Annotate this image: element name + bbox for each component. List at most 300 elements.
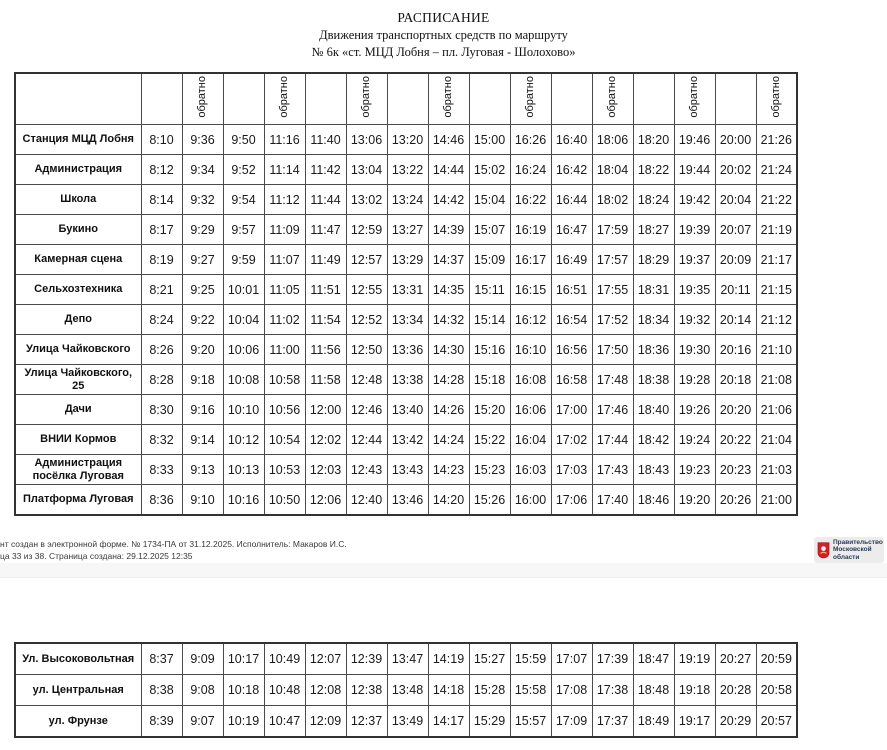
time-cell: 12:50 — [346, 335, 387, 365]
time-cell: 20:09 — [715, 245, 756, 275]
time-cell: 20:11 — [715, 275, 756, 305]
time-cell: 15:27 — [469, 643, 510, 675]
time-cell: 16:40 — [551, 125, 592, 155]
time-cell: 15:22 — [469, 425, 510, 455]
time-cell: 11:49 — [305, 245, 346, 275]
time-cell: 18:38 — [633, 365, 674, 395]
station-cell: Платформа Луговая — [15, 485, 141, 516]
time-cell: 13:40 — [387, 395, 428, 425]
time-cell: 13:46 — [387, 485, 428, 516]
time-cell: 8:32 — [141, 425, 182, 455]
time-cell: 17:43 — [592, 455, 633, 485]
time-cell: 17:37 — [592, 706, 633, 738]
time-cell: 20:59 — [756, 643, 797, 675]
time-cell: 9:18 — [182, 365, 223, 395]
time-cell: 18:29 — [633, 245, 674, 275]
time-cell: 11:47 — [305, 215, 346, 245]
time-cell: 8:10 — [141, 125, 182, 155]
time-cell: 10:48 — [264, 675, 305, 706]
time-cell: 17:40 — [592, 485, 633, 516]
time-cell: 8:24 — [141, 305, 182, 335]
time-cell: 8:33 — [141, 455, 182, 485]
station-cell: Улица Чайковского, 25 — [15, 365, 141, 395]
table-row — [15, 395, 797, 425]
time-cell: 12:39 — [346, 643, 387, 675]
time-cell: 9:59 — [223, 245, 264, 275]
time-cell: 20:02 — [715, 155, 756, 185]
time-cell: 13:38 — [387, 365, 428, 395]
time-cell: 17:07 — [551, 643, 592, 675]
time-cell: 10:01 — [223, 275, 264, 305]
table-row — [15, 155, 797, 185]
table-row — [15, 706, 797, 738]
time-cell: 19:39 — [674, 215, 715, 245]
time-cell: 11:12 — [264, 185, 305, 215]
time-cell: 9:25 — [182, 275, 223, 305]
time-cell: 10:08 — [223, 365, 264, 395]
time-cell: 18:02 — [592, 185, 633, 215]
time-cell: 17:00 — [551, 395, 592, 425]
time-cell: 11:42 — [305, 155, 346, 185]
time-cell: 20:04 — [715, 185, 756, 215]
direction-label: обратно — [360, 75, 372, 118]
time-cell: 15:14 — [469, 305, 510, 335]
time-cell: 12:07 — [305, 643, 346, 675]
time-cell: 8:12 — [141, 155, 182, 185]
time-cell: 18:34 — [633, 305, 674, 335]
station-cell: Сельхозтехника — [15, 275, 141, 305]
time-cell: 9:50 — [223, 125, 264, 155]
empty-header-cell — [633, 73, 674, 125]
time-cell: 13:34 — [387, 305, 428, 335]
time-cell: 19:20 — [674, 485, 715, 516]
time-cell: 16:58 — [551, 365, 592, 395]
moscow-region-government-logo — [814, 537, 884, 563]
time-cell: 18:49 — [633, 706, 674, 738]
time-cell: 12:08 — [305, 675, 346, 706]
time-cell: 14:18 — [428, 675, 469, 706]
time-cell: 17:06 — [551, 485, 592, 516]
time-cell: 16:22 — [510, 185, 551, 215]
time-cell: 16:49 — [551, 245, 592, 275]
time-cell: 16:42 — [551, 155, 592, 185]
time-cell: 10:04 — [223, 305, 264, 335]
time-cell: 11:14 — [264, 155, 305, 185]
time-cell: 18:22 — [633, 155, 674, 185]
time-cell: 19:19 — [674, 643, 715, 675]
schedule-subtitle: Движения транспортных средств по маршруту — [319, 28, 568, 42]
table-row — [15, 455, 797, 485]
table-row — [15, 275, 797, 305]
time-cell: 16:47 — [551, 215, 592, 245]
station-cell: Станция МЦД Лобня — [15, 125, 141, 155]
time-cell: 16:26 — [510, 125, 551, 155]
time-cell: 17:59 — [592, 215, 633, 245]
time-cell: 16:15 — [510, 275, 551, 305]
time-cell: 9:52 — [223, 155, 264, 185]
time-cell: 13:06 — [346, 125, 387, 155]
time-cell: 8:26 — [141, 335, 182, 365]
station-cell: Улица Чайковского — [15, 335, 141, 365]
station-cell: ул. Фрунзе — [15, 706, 141, 738]
direction-header-cell — [510, 73, 551, 125]
time-cell: 15:00 — [469, 125, 510, 155]
time-cell: 16:10 — [510, 335, 551, 365]
time-cell: 20:28 — [715, 675, 756, 706]
time-cell: 12:03 — [305, 455, 346, 485]
table-row — [15, 245, 797, 275]
station-cell: Букино — [15, 215, 141, 245]
time-cell: 11:05 — [264, 275, 305, 305]
time-cell: 17:57 — [592, 245, 633, 275]
time-cell: 9:14 — [182, 425, 223, 455]
time-cell: 10:50 — [264, 485, 305, 516]
time-cell: 14:23 — [428, 455, 469, 485]
table-row — [15, 185, 797, 215]
time-cell: 13:31 — [387, 275, 428, 305]
direction-header-cell — [674, 73, 715, 125]
empty-header-cell — [551, 73, 592, 125]
time-cell: 16:03 — [510, 455, 551, 485]
time-cell: 14:32 — [428, 305, 469, 335]
time-cell: 19:24 — [674, 425, 715, 455]
document-title-block — [0, 10, 887, 60]
coat-of-arms-icon — [817, 542, 830, 559]
time-cell: 20:57 — [756, 706, 797, 738]
time-cell: 14:20 — [428, 485, 469, 516]
time-cell: 16:54 — [551, 305, 592, 335]
time-cell: 18:42 — [633, 425, 674, 455]
time-cell: 12:44 — [346, 425, 387, 455]
time-cell: 10:16 — [223, 485, 264, 516]
time-cell: 9:09 — [182, 643, 223, 675]
direction-header-cell — [346, 73, 387, 125]
time-cell: 13:20 — [387, 125, 428, 155]
time-cell: 18:24 — [633, 185, 674, 215]
station-cell: Дачи — [15, 395, 141, 425]
time-cell: 9:57 — [223, 215, 264, 245]
time-cell: 20:23 — [715, 455, 756, 485]
time-cell: 17:03 — [551, 455, 592, 485]
table-row — [15, 125, 797, 155]
time-cell: 11:16 — [264, 125, 305, 155]
time-cell: 19:23 — [674, 455, 715, 485]
time-cell: 14:35 — [428, 275, 469, 305]
time-cell: 16:06 — [510, 395, 551, 425]
time-cell: 11:00 — [264, 335, 305, 365]
time-cell: 8:21 — [141, 275, 182, 305]
time-cell: 17:48 — [592, 365, 633, 395]
time-cell: 18:43 — [633, 455, 674, 485]
empty-header-cell — [305, 73, 346, 125]
time-cell: 18:20 — [633, 125, 674, 155]
time-cell: 21:03 — [756, 455, 797, 485]
time-cell: 12:52 — [346, 305, 387, 335]
time-cell: 10:18 — [223, 675, 264, 706]
time-cell: 16:17 — [510, 245, 551, 275]
time-cell: 9:32 — [182, 185, 223, 215]
time-cell: 10:17 — [223, 643, 264, 675]
time-cell: 13:48 — [387, 675, 428, 706]
time-cell: 19:42 — [674, 185, 715, 215]
time-cell: 8:28 — [141, 365, 182, 395]
time-cell: 8:37 — [141, 643, 182, 675]
time-cell: 18:40 — [633, 395, 674, 425]
time-cell: 13:22 — [387, 155, 428, 185]
time-cell: 12:55 — [346, 275, 387, 305]
time-cell: 11:07 — [264, 245, 305, 275]
time-cell: 17:39 — [592, 643, 633, 675]
time-cell: 16:08 — [510, 365, 551, 395]
time-cell: 17:02 — [551, 425, 592, 455]
station-header-cell — [15, 73, 141, 125]
route-name: № 6к «ст. МЦД Лобня – пл. Луговая - Шолохово» — [311, 45, 576, 59]
table-row — [15, 305, 797, 335]
table-row — [15, 643, 797, 675]
time-cell: 13:24 — [387, 185, 428, 215]
time-cell: 8:39 — [141, 706, 182, 738]
time-cell: 20:22 — [715, 425, 756, 455]
time-cell: 15:18 — [469, 365, 510, 395]
time-cell: 8:14 — [141, 185, 182, 215]
time-cell: 8:36 — [141, 485, 182, 516]
time-cell: 16:04 — [510, 425, 551, 455]
time-cell: 10:47 — [264, 706, 305, 738]
time-cell: 19:28 — [674, 365, 715, 395]
time-cell: 14:37 — [428, 245, 469, 275]
time-cell: 10:53 — [264, 455, 305, 485]
time-cell: 16:12 — [510, 305, 551, 335]
time-cell: 13:29 — [387, 245, 428, 275]
station-cell: Депо — [15, 305, 141, 335]
empty-header-cell — [469, 73, 510, 125]
time-cell: 20:26 — [715, 485, 756, 516]
time-cell: 12:48 — [346, 365, 387, 395]
time-cell: 12:38 — [346, 675, 387, 706]
time-cell: 19:26 — [674, 395, 715, 425]
time-cell: 9:08 — [182, 675, 223, 706]
direction-header-cell — [756, 73, 797, 125]
time-cell: 21:04 — [756, 425, 797, 455]
time-cell: 12:40 — [346, 485, 387, 516]
time-cell: 15:28 — [469, 675, 510, 706]
time-cell: 11:54 — [305, 305, 346, 335]
time-cell: 19:44 — [674, 155, 715, 185]
time-cell: 13:47 — [387, 643, 428, 675]
time-cell: 8:38 — [141, 675, 182, 706]
time-cell: 9:54 — [223, 185, 264, 215]
time-cell: 17:52 — [592, 305, 633, 335]
time-cell: 9:29 — [182, 215, 223, 245]
time-cell: 10:56 — [264, 395, 305, 425]
time-cell: 17:46 — [592, 395, 633, 425]
time-cell: 17:55 — [592, 275, 633, 305]
time-cell: 17:09 — [551, 706, 592, 738]
time-cell: 21:12 — [756, 305, 797, 335]
time-cell: 19:46 — [674, 125, 715, 155]
time-cell: 10:06 — [223, 335, 264, 365]
time-cell: 18:47 — [633, 643, 674, 675]
empty-header-cell — [223, 73, 264, 125]
time-cell: 21:06 — [756, 395, 797, 425]
time-cell: 11:02 — [264, 305, 305, 335]
time-cell: 17:50 — [592, 335, 633, 365]
time-cell: 12:43 — [346, 455, 387, 485]
time-cell: 11:51 — [305, 275, 346, 305]
time-cell: 21:22 — [756, 185, 797, 215]
time-cell: 12:59 — [346, 215, 387, 245]
time-cell: 13:42 — [387, 425, 428, 455]
empty-header-cell — [387, 73, 428, 125]
station-cell: Администрация посёлка Луговая — [15, 455, 141, 485]
time-cell: 20:58 — [756, 675, 797, 706]
time-cell: 13:02 — [346, 185, 387, 215]
time-cell: 9:34 — [182, 155, 223, 185]
time-cell: 14:28 — [428, 365, 469, 395]
time-cell: 20:16 — [715, 335, 756, 365]
time-cell: 21:26 — [756, 125, 797, 155]
time-cell: 11:58 — [305, 365, 346, 395]
main-schedule-table — [14, 72, 798, 516]
time-cell: 13:43 — [387, 455, 428, 485]
time-cell: 21:17 — [756, 245, 797, 275]
time-cell: 13:04 — [346, 155, 387, 185]
time-cell: 15:07 — [469, 215, 510, 245]
time-cell: 21:15 — [756, 275, 797, 305]
time-cell: 10:49 — [264, 643, 305, 675]
time-cell: 12:37 — [346, 706, 387, 738]
page-separator — [0, 563, 887, 578]
direction-header-cell — [592, 73, 633, 125]
time-cell: 12:57 — [346, 245, 387, 275]
table-row — [15, 425, 797, 455]
time-cell: 11:40 — [305, 125, 346, 155]
time-cell: 9:22 — [182, 305, 223, 335]
time-cell: 13:49 — [387, 706, 428, 738]
time-cell: 21:08 — [756, 365, 797, 395]
time-cell: 21:24 — [756, 155, 797, 185]
direction-header-cell — [182, 73, 223, 125]
time-cell: 20:27 — [715, 643, 756, 675]
time-cell: 8:17 — [141, 215, 182, 245]
time-cell: 14:30 — [428, 335, 469, 365]
station-cell: Школа — [15, 185, 141, 215]
time-cell: 15:29 — [469, 706, 510, 738]
time-cell: 20:00 — [715, 125, 756, 155]
time-cell: 9:13 — [182, 455, 223, 485]
schedule-title: РАСПИСАНИЕ — [397, 10, 490, 25]
time-cell: 14:44 — [428, 155, 469, 185]
time-cell: 11:56 — [305, 335, 346, 365]
time-cell: 14:24 — [428, 425, 469, 455]
government-logo-text: Правительство Московской области — [833, 538, 883, 561]
time-cell: 16:19 — [510, 215, 551, 245]
direction-header-cell — [264, 73, 305, 125]
time-cell: 15:26 — [469, 485, 510, 516]
time-cell: 9:20 — [182, 335, 223, 365]
time-cell: 9:36 — [182, 125, 223, 155]
time-cell: 19:30 — [674, 335, 715, 365]
time-cell: 8:30 — [141, 395, 182, 425]
table-row — [15, 215, 797, 245]
time-cell: 14:39 — [428, 215, 469, 245]
time-cell: 16:56 — [551, 335, 592, 365]
time-cell: 20:20 — [715, 395, 756, 425]
time-cell: 15:09 — [469, 245, 510, 275]
time-cell: 19:17 — [674, 706, 715, 738]
station-cell: ул. Центральная — [15, 675, 141, 706]
time-cell: 14:26 — [428, 395, 469, 425]
direction-label: обратно — [278, 75, 290, 118]
station-cell: Ул. Высоковольтная — [15, 643, 141, 675]
time-cell: 12:00 — [305, 395, 346, 425]
time-cell: 19:35 — [674, 275, 715, 305]
time-cell: 15:20 — [469, 395, 510, 425]
station-cell: Камерная сцена — [15, 245, 141, 275]
time-cell: 13:27 — [387, 215, 428, 245]
time-cell: 18:31 — [633, 275, 674, 305]
station-cell: Администрация — [15, 155, 141, 185]
time-cell: 17:38 — [592, 675, 633, 706]
time-cell: 10:12 — [223, 425, 264, 455]
time-cell: 14:42 — [428, 185, 469, 215]
time-cell: 8:19 — [141, 245, 182, 275]
table-row — [15, 675, 797, 706]
time-cell: 15:58 — [510, 675, 551, 706]
time-cell: 18:06 — [592, 125, 633, 155]
time-cell: 14:17 — [428, 706, 469, 738]
footer-document-info: нт создан в электронной форме. № 1734-ПА от 31.12.2025. Исполнитель: Макаров И.С. — [0, 539, 347, 549]
direction-header-row — [15, 73, 797, 125]
empty-header-cell — [715, 73, 756, 125]
table-row — [15, 335, 797, 365]
time-cell: 11:09 — [264, 215, 305, 245]
station-cell: ВНИИ Кормов — [15, 425, 141, 455]
time-cell: 9:10 — [182, 485, 223, 516]
time-cell: 10:13 — [223, 455, 264, 485]
time-cell: 13:36 — [387, 335, 428, 365]
time-cell: 10:19 — [223, 706, 264, 738]
empty-header-cell — [141, 73, 182, 125]
time-cell: 9:27 — [182, 245, 223, 275]
direction-label: обратно — [524, 75, 536, 118]
time-cell: 18:04 — [592, 155, 633, 185]
footer-page-info: ца 33 из 38. Страница создана: 29.12.2025 12:35 — [0, 551, 193, 561]
time-cell: 9:07 — [182, 706, 223, 738]
time-cell: 15:23 — [469, 455, 510, 485]
time-cell: 10:10 — [223, 395, 264, 425]
time-cell: 12:46 — [346, 395, 387, 425]
time-cell: 21:00 — [756, 485, 797, 516]
time-cell: 12:09 — [305, 706, 346, 738]
time-cell: 17:44 — [592, 425, 633, 455]
time-cell: 15:11 — [469, 275, 510, 305]
time-cell: 10:58 — [264, 365, 305, 395]
time-cell: 21:10 — [756, 335, 797, 365]
direction-label: обратно — [196, 75, 208, 118]
table-row — [15, 365, 797, 395]
time-cell: 19:32 — [674, 305, 715, 335]
table-row — [15, 485, 797, 516]
time-cell: 15:57 — [510, 706, 551, 738]
time-cell: 10:54 — [264, 425, 305, 455]
time-cell: 19:37 — [674, 245, 715, 275]
direction-label: обратно — [606, 75, 618, 118]
continuation-schedule-table — [14, 642, 798, 738]
time-cell: 16:00 — [510, 485, 551, 516]
time-cell: 18:46 — [633, 485, 674, 516]
time-cell: 14:46 — [428, 125, 469, 155]
